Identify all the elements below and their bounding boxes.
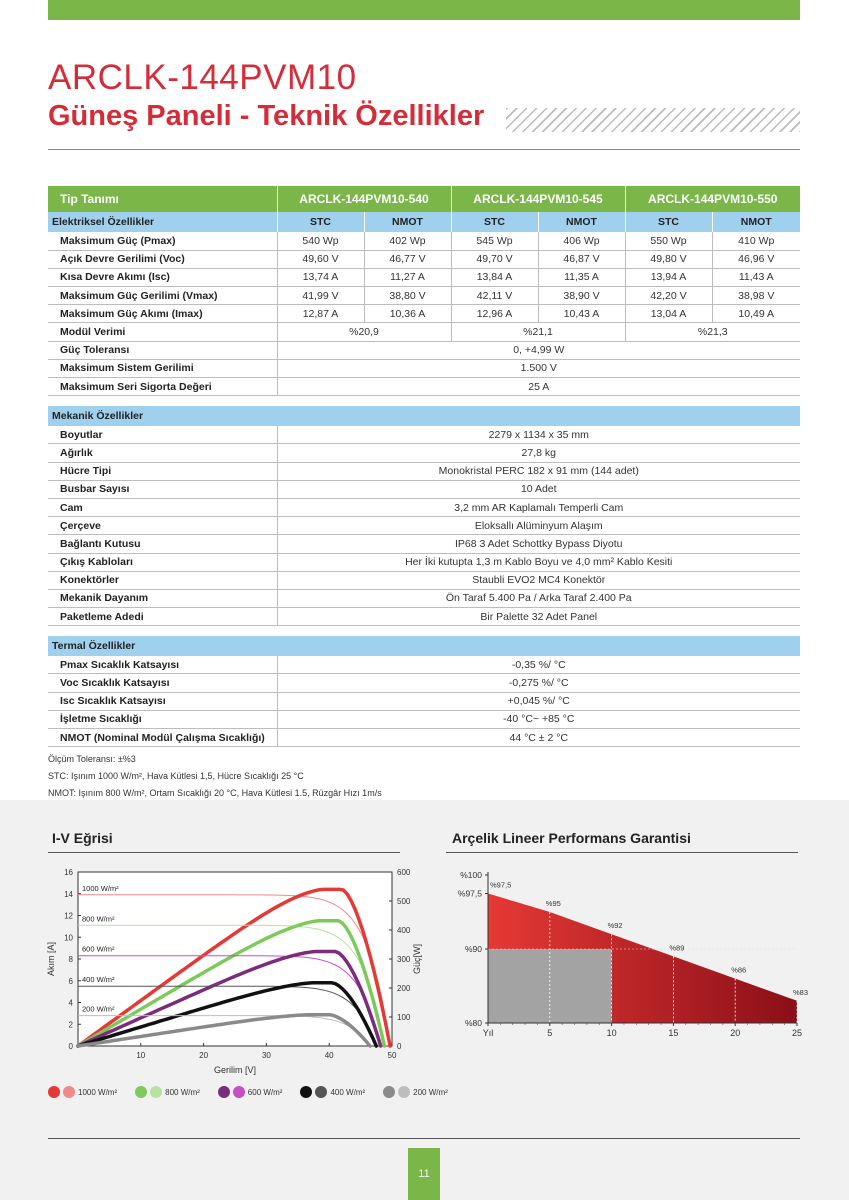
y2-tick-label: 200 bbox=[397, 984, 411, 993]
y-tick-label: 0 bbox=[68, 1042, 73, 1051]
mechanical-row bbox=[48, 608, 800, 626]
legend-item bbox=[383, 1086, 448, 1098]
electrical-row bbox=[48, 378, 800, 396]
cell-value: %21,1 bbox=[451, 323, 625, 341]
cell-value: Staubli EVO2 MC4 Konektör bbox=[277, 571, 800, 589]
irradiance-label: 1000 W/m² bbox=[82, 883, 119, 893]
x-tick-label: 40 bbox=[324, 1051, 334, 1060]
thermal-row bbox=[48, 674, 800, 692]
electrical-row bbox=[48, 359, 800, 377]
data-label: %97,5 bbox=[490, 880, 512, 890]
mechanical-row bbox=[48, 589, 800, 607]
legend-label: 200 W/m² bbox=[413, 1087, 448, 1097]
cell-value: 1.500 V bbox=[277, 359, 800, 377]
note-stc: STC: Işınım 1000 W/m², Hava Kütlesi 1,5, Hücre Sıcaklığı 25 °C bbox=[48, 771, 304, 781]
legend-item bbox=[300, 1086, 365, 1098]
irradiance-label: 800 W/m² bbox=[82, 914, 115, 924]
cell-value: 11,27 A bbox=[364, 268, 451, 286]
legend-item bbox=[48, 1086, 117, 1098]
mechanical-row bbox=[48, 517, 800, 535]
y2-tick-label: 100 bbox=[397, 1013, 411, 1022]
x-tick-label: 25 bbox=[791, 1028, 803, 1038]
row-label: NMOT (Nominal Modül Çalışma Sıcaklığı) bbox=[48, 729, 277, 747]
cell-value: 10,43 A bbox=[538, 305, 625, 323]
page-number: 11 bbox=[408, 1148, 440, 1200]
stc-header: STC bbox=[451, 212, 538, 232]
legend-dot bbox=[383, 1086, 395, 1098]
cell-value: Monokristal PERC 182 x 91 mm (144 adet) bbox=[277, 462, 800, 480]
cell-value: 38,80 V bbox=[364, 287, 451, 305]
row-label: Pmax Sıcaklık Katsayısı bbox=[48, 656, 277, 674]
spacer bbox=[48, 396, 800, 406]
decorative-hatch bbox=[506, 108, 800, 132]
row-label: Bağlantı Kutusu bbox=[48, 535, 277, 553]
y-axis-label: Akım [A] bbox=[46, 941, 56, 977]
y2-tick-label: 500 bbox=[397, 897, 411, 906]
legend-dot bbox=[135, 1086, 147, 1098]
footnotes bbox=[48, 751, 382, 802]
cell-value: 11,35 A bbox=[538, 268, 625, 286]
electrical-row bbox=[48, 250, 800, 268]
iv-chart-title: I-V Eğrisi bbox=[52, 830, 113, 846]
iv-chart-rule bbox=[48, 852, 400, 853]
row-label: Boyutlar bbox=[48, 426, 277, 444]
y-tick-label: 12 bbox=[64, 911, 73, 921]
row-label: Maksimum Güç (Pmax) bbox=[48, 232, 277, 250]
cell-value: 545 Wp bbox=[451, 232, 538, 250]
type-label: Tip Tanımı bbox=[48, 186, 277, 212]
y-tick-label: 6 bbox=[68, 976, 73, 986]
data-label: %95 bbox=[545, 899, 561, 908]
iv-chart bbox=[40, 860, 430, 1080]
cell-value: 25 A bbox=[277, 378, 800, 396]
cell-value: 12,87 A bbox=[277, 305, 364, 323]
cell-value: 3,2 mm AR Kaplamalı Temperli Cam bbox=[277, 498, 800, 516]
cell-value: +0,045 %/ °C bbox=[277, 692, 800, 710]
electrical-header-row bbox=[48, 212, 800, 232]
y-tick-label: %97,5 bbox=[457, 888, 482, 899]
row-label: Voc Sıcaklık Katsayısı bbox=[48, 674, 277, 692]
electrical-row bbox=[48, 268, 800, 286]
header-row bbox=[48, 186, 800, 212]
cell-value: 46,87 V bbox=[538, 250, 625, 268]
x-tick-label: 20 bbox=[199, 1051, 209, 1060]
x-tick-label: 30 bbox=[261, 1051, 271, 1060]
top-accent-bar bbox=[48, 0, 800, 20]
cell-value: 11,43 A bbox=[712, 268, 800, 286]
spacer-row bbox=[48, 626, 800, 636]
cell-value: 540 Wp bbox=[277, 232, 364, 250]
mechanical-row bbox=[48, 553, 800, 571]
mechanical-row bbox=[48, 462, 800, 480]
irradiance-label: 400 W/m² bbox=[82, 975, 115, 985]
spec-table bbox=[48, 186, 800, 747]
x-tick-label: 10 bbox=[606, 1028, 617, 1038]
y2-tick-label: 300 bbox=[397, 955, 411, 964]
cell-value: 13,04 A bbox=[625, 305, 712, 323]
mechanical-row bbox=[48, 535, 800, 553]
thermal-row bbox=[48, 692, 800, 710]
thermal-section-label: Termal Özellikler bbox=[48, 636, 800, 656]
mechanical-row bbox=[48, 480, 800, 498]
legend-label: 1000 W/m² bbox=[78, 1087, 118, 1097]
y2-tick-label: 400 bbox=[397, 926, 411, 935]
x-tick-label: 15 bbox=[668, 1028, 679, 1038]
title-divider bbox=[48, 149, 800, 150]
iv-legend bbox=[48, 1086, 456, 1098]
legend-dot bbox=[233, 1086, 245, 1098]
x-tick-label: 50 bbox=[387, 1051, 397, 1060]
y-tick-label: 10 bbox=[64, 933, 73, 943]
cell-value: 42,11 V bbox=[451, 287, 538, 305]
legend-label: 400 W/m² bbox=[330, 1087, 366, 1097]
thermal-row bbox=[48, 656, 800, 674]
legend-label: 800 W/m² bbox=[165, 1087, 200, 1097]
cell-value: 10,36 A bbox=[364, 305, 451, 323]
cell-value: 10,49 A bbox=[712, 305, 800, 323]
cell-value: 49,80 V bbox=[625, 250, 712, 268]
legend-dot bbox=[150, 1086, 162, 1098]
row-label: Maksimum Seri Sigorta Değeri bbox=[48, 378, 277, 396]
row-label: Maksimum Sistem Gerilimi bbox=[48, 359, 277, 377]
legend-item bbox=[135, 1086, 200, 1098]
cell-value: 46,96 V bbox=[712, 250, 800, 268]
electrical-row bbox=[48, 232, 800, 250]
cell-value: 10 Adet bbox=[277, 480, 800, 498]
bottom-divider bbox=[48, 1138, 800, 1139]
row-label: Hücre Tipi bbox=[48, 462, 277, 480]
x-tick-label: 5 bbox=[547, 1028, 553, 1038]
y-tick-label: 16 bbox=[64, 868, 73, 877]
data-label: %86 bbox=[731, 965, 747, 975]
y-tick-label: 4 bbox=[68, 998, 73, 1008]
cell-value: 402 Wp bbox=[364, 232, 451, 250]
model-header: ARCLK-144PVM10-545 bbox=[451, 186, 625, 212]
cell-value: 49,60 V bbox=[277, 250, 364, 268]
y2-tick-label: 0 bbox=[397, 1042, 402, 1051]
nmot-header: NMOT bbox=[712, 212, 800, 232]
cell-value: 42,20 V bbox=[625, 287, 712, 305]
legend-label: 600 W/m² bbox=[247, 1087, 283, 1097]
y2-tick-label: 600 bbox=[397, 868, 411, 877]
model-code-title: ARCLK-144PVM10 bbox=[48, 58, 357, 97]
cell-value: 2279 x 1134 x 35 mm bbox=[277, 426, 800, 444]
y-tick-label: %100 bbox=[460, 870, 482, 880]
y-tick-label: %80 bbox=[464, 1018, 482, 1028]
cell-value: -40 °C~ +85 °C bbox=[277, 710, 800, 728]
mechanical-section-label: Mekanik Özellikler bbox=[48, 406, 800, 426]
thermal-row bbox=[48, 729, 800, 747]
thermal-header-row bbox=[48, 636, 800, 656]
electrical-section-label: Elektriksel Özellikler bbox=[48, 212, 277, 232]
legend-dot bbox=[63, 1086, 75, 1098]
mechanical-row bbox=[48, 444, 800, 462]
cell-value: 44 °C ± 2 °C bbox=[277, 729, 800, 747]
cell-value: 38,98 V bbox=[712, 287, 800, 305]
mechanical-row bbox=[48, 498, 800, 516]
electrical-row bbox=[48, 287, 800, 305]
y2-axis-label: Güç[W] bbox=[412, 943, 422, 975]
electrical-row bbox=[48, 341, 800, 359]
cell-value: 27,8 kg bbox=[277, 444, 800, 462]
cell-value: IP68 3 Adet Schottky Bypass Diyotu bbox=[277, 535, 800, 553]
y-tick-label: 14 bbox=[64, 889, 73, 899]
row-label: İşletme Sıcaklığı bbox=[48, 710, 277, 728]
row-label: Modül Verimi bbox=[48, 323, 277, 341]
legend-dot bbox=[218, 1086, 230, 1098]
note-tolerance: Ölçüm Toleransı: ±%3 bbox=[48, 754, 136, 764]
x-tick-label: Yıl bbox=[482, 1028, 494, 1038]
row-label: Mekanik Dayanım bbox=[48, 589, 277, 607]
stc-header: STC bbox=[277, 212, 364, 232]
model-header: ARCLK-144PVM10-550 bbox=[625, 186, 800, 212]
cell-value: 13,94 A bbox=[625, 268, 712, 286]
cell-value: 410 Wp bbox=[712, 232, 800, 250]
y-tick-label: %90 bbox=[464, 944, 482, 954]
y-tick-label: 8 bbox=[68, 955, 73, 964]
cell-value: Ön Taraf 5.400 Pa / Arka Taraf 2.400 Pa bbox=[277, 589, 800, 607]
row-label: Maksimum Güç Gerilimi (Vmax) bbox=[48, 287, 277, 305]
cell-value: 13,74 A bbox=[277, 268, 364, 286]
efficiency-row bbox=[48, 323, 800, 341]
mechanical-header-row bbox=[48, 406, 800, 426]
cell-value: Her İki kutupta 1,3 m Kablo Boyu ve 4,0 mm² Kablo Kesiti bbox=[277, 553, 800, 571]
row-label: Ağırlık bbox=[48, 444, 277, 462]
model-header: ARCLK-144PVM10-540 bbox=[277, 186, 451, 212]
row-label: Konektörler bbox=[48, 571, 277, 589]
page-title: Güneş Paneli - Teknik Özellikler bbox=[48, 100, 485, 132]
cell-value: %21,3 bbox=[625, 323, 800, 341]
legend-dot bbox=[398, 1086, 410, 1098]
cell-value: -0,35 %/ °C bbox=[277, 656, 800, 674]
cell-value: 406 Wp bbox=[538, 232, 625, 250]
cell-value: 0, +4,99 W bbox=[277, 341, 800, 359]
cell-value: Bir Palette 32 Adet Panel bbox=[277, 608, 800, 626]
mechanical-row bbox=[48, 571, 800, 589]
legend-dot bbox=[48, 1086, 60, 1098]
warranty-chart bbox=[446, 860, 816, 1050]
row-label: Güç Toleransı bbox=[48, 341, 277, 359]
note-nmot: NMOT: Işınım 800 W/m², Ortam Sıcaklığı 20 °C, Hava Kütlesi 1.5, Rüzgâr Hızı 1m/s bbox=[48, 788, 382, 798]
warranty-chart-title: Arçelik Lineer Performans Garantisi bbox=[452, 830, 691, 846]
electrical-row bbox=[48, 305, 800, 323]
cell-value: 46,77 V bbox=[364, 250, 451, 268]
legend-dot bbox=[315, 1086, 327, 1098]
row-label: Çerçeve bbox=[48, 517, 277, 535]
legend-item bbox=[218, 1086, 283, 1098]
irradiance-label: 600 W/m² bbox=[82, 944, 115, 954]
cell-value: 13,84 A bbox=[451, 268, 538, 286]
row-label: Maksimum Güç Akımı (Imax) bbox=[48, 305, 277, 323]
cell-value: %20,9 bbox=[277, 323, 451, 341]
data-label: %89 bbox=[669, 943, 685, 953]
warranty-chart-rule bbox=[446, 852, 798, 853]
irradiance-label: 200 W/m² bbox=[82, 1004, 115, 1014]
spacer-row bbox=[48, 396, 800, 406]
spacer bbox=[48, 626, 800, 636]
row-label: Açık Devre Gerilimi (Voc) bbox=[48, 250, 277, 268]
row-label: Busbar Sayısı bbox=[48, 480, 277, 498]
x-tick-label: 10 bbox=[136, 1051, 146, 1060]
cell-value: 38,90 V bbox=[538, 287, 625, 305]
data-label: %83 bbox=[793, 987, 809, 997]
row-label: Isc Sıcaklık Katsayısı bbox=[48, 692, 277, 710]
stc-header: STC bbox=[625, 212, 712, 232]
legend-dot bbox=[300, 1086, 312, 1098]
nmot-header: NMOT bbox=[538, 212, 625, 232]
cell-value: -0,275 %/ °C bbox=[277, 674, 800, 692]
row-label: Çıkış Kabloları bbox=[48, 553, 277, 571]
cell-value: 41,99 V bbox=[277, 287, 364, 305]
nmot-header: NMOT bbox=[364, 212, 451, 232]
data-label: %92 bbox=[607, 921, 623, 931]
cell-value: Eloksallı Alüminyum Alaşım bbox=[277, 517, 800, 535]
mechanical-row bbox=[48, 426, 800, 444]
cell-value: 49,70 V bbox=[451, 250, 538, 268]
cell-value: 550 Wp bbox=[625, 232, 712, 250]
y-tick-label: 2 bbox=[68, 1020, 73, 1030]
x-tick-label: 20 bbox=[730, 1028, 741, 1038]
row-label: Kısa Devre Akımı (Isc) bbox=[48, 268, 277, 286]
row-label: Cam bbox=[48, 498, 277, 516]
x-axis-label: Gerilim [V] bbox=[213, 1065, 257, 1075]
row-label: Paketleme Adedi bbox=[48, 608, 277, 626]
cell-value: 12,96 A bbox=[451, 305, 538, 323]
thermal-row bbox=[48, 710, 800, 728]
